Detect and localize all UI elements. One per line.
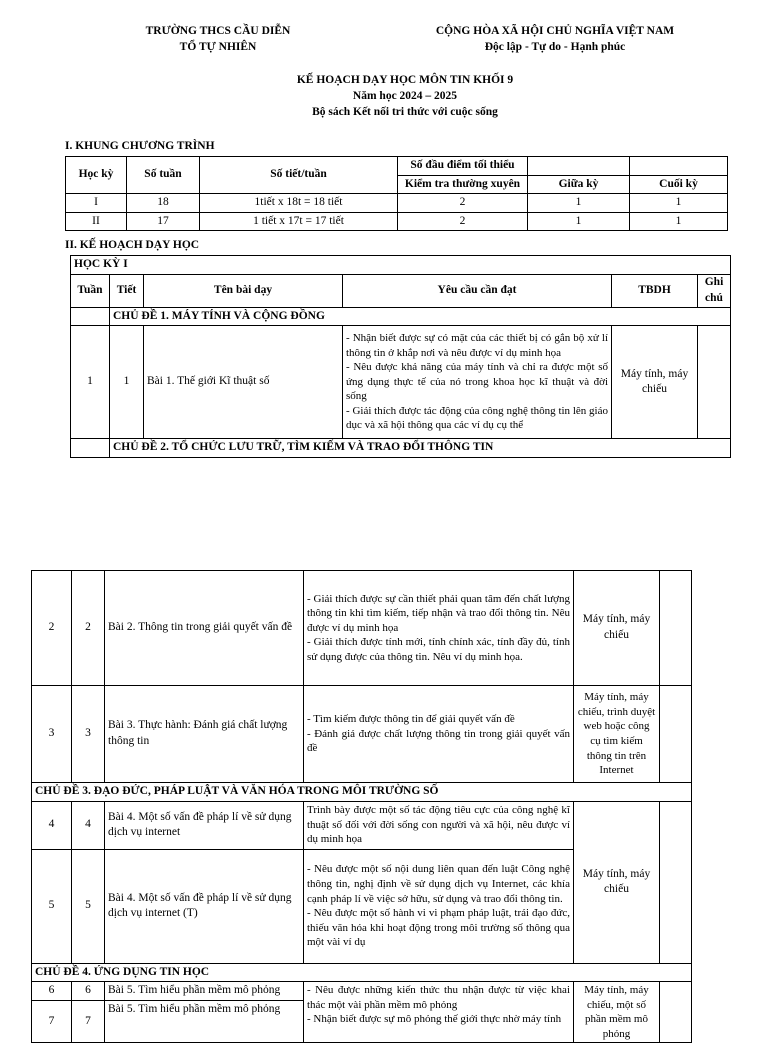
tiet: 6 [72,982,105,1001]
table-row [66,194,728,213]
col-tiet: Tiết [110,274,144,307]
topic-1: CHỦ ĐỀ 1. MÁY TÍNH VÀ CỘNG ĐỒNG [110,307,731,326]
req-line: - Giải thích được tác động của công nghệ thông tin lên giáo dục và xã hội thông qua các ví dụ cụ thể [346,404,608,432]
section-2-heading: II. KẾ HOẠCH DẠY HỌC [65,239,200,251]
col-giuaky: Giữa kỳ [528,175,630,194]
cell: 1 [630,212,728,231]
cell: II [66,212,127,231]
school-name: TRƯỜNG THCS CẦU DIỄN [145,25,291,37]
tuan: 4 [32,801,72,849]
requirements [304,571,574,686]
col-sodau: Số đầu điểm tối thiểu [398,157,528,176]
tiet: 2 [72,571,105,686]
tuan: 7 [32,1001,72,1043]
section-1-heading: I. KHUNG CHƯƠNG TRÌNH [65,140,215,152]
table-row [32,801,692,849]
col-blank-2 [630,157,728,176]
table-row [32,571,692,686]
tuan: 3 [32,686,72,783]
lesson-name: Bài 1. Thế giới Kĩ thuật số [144,326,343,439]
lesson-name: Bài 4. Một số vấn đề pháp lí về sử dụng dịch vụ internet (T) [105,849,304,963]
topic-3: CHỦ ĐỀ 3. ĐẠO ĐỨC, PHÁP LUẬT VÀ VĂN HÓA TRONG MÔI TRƯỜNG SỐ [32,783,692,802]
req-line: - Đánh giá được chất lượng thông tin trong giải quyết vấn đề [307,727,570,755]
requirements [304,686,574,783]
ghi-chu [660,686,692,783]
topic-blank [71,307,110,326]
col-yeu-cau: Yêu cầu cần đạt [343,274,612,307]
cell: 1tiết x 18t = 18 tiết [200,194,398,213]
table-row [66,212,728,231]
col-sotiet: Số tiết/tuần [200,157,398,194]
lesson-name: Bài 5. Tìm hiểu phần mềm mô phỏng [105,1001,304,1043]
semester-label: HỌC KỲ I [71,256,731,275]
doc-title: KẾ HOẠCH DẠY HỌC MÔN TIN KHỐI 9 [296,74,514,86]
country-name: CỘNG HÒA XÃ HỘI CHỦ NGHĨA VIỆT NAM [435,25,675,37]
col-tbdh: TBDH [612,274,698,307]
req-line: Trình bày được một số tác động tiêu cực của công nghệ kĩ thuật số đối với đời sống con người và xã hội, nêu được ví dụ minh họa [307,804,570,846]
table-row [32,982,692,1001]
col-ktx: Kiểm tra thường xuyên [398,175,528,194]
ghi-chu [660,571,692,686]
tiet: 7 [72,1001,105,1043]
tbdh: Máy tính, máy chiếu [574,571,660,686]
requirements [343,326,612,439]
col-hocky: Học kỳ [66,157,127,194]
cell: 1 tiết x 17t = 17 tiết [200,212,398,231]
requirements [304,801,574,849]
req-line: - Nêu được một số nội dung liên quan đến luật Công nghệ thông tin, nghị định về sử dụng dịch vụ Internet, các khía cạnh pháp lí về việc sở hữu, sử dụng và trao đổi thông tin. [307,863,570,905]
table-row [32,686,692,783]
school-year: Năm học 2024 – 2025 [352,90,458,102]
topic-4: CHỦ ĐỀ 4. ỨNG DỤNG TIN HỌC [32,963,692,982]
col-ten-bai: Tên bài dạy [144,274,343,307]
cell: 1 [630,194,728,213]
req-line: - Nhận biết được sự mô phỏng thế giới thực nhờ máy tính [307,1013,562,1026]
tiet: 4 [72,801,105,849]
table-row [71,326,731,439]
col-cuoiky: Cuối kỳ [630,175,728,194]
topic-blank [71,439,110,458]
plan-table-continued [31,570,692,1043]
ghi-chu [698,326,731,439]
lesson-name: Bài 3. Thực hành: Đánh giá chất lượng thông tin [105,686,304,783]
cell: 2 [398,194,528,213]
req-line: - Nêu được một số hành vi vi phạm pháp luật, trái đạo đức, thiếu văn hóa khi hoạt động trong môi trường số thông qua một vài ví dụ [307,907,570,949]
plan-table [70,255,731,458]
col-sotuan: Số tuần [127,157,200,194]
topic-2: CHỦ ĐỀ 2. TỔ CHỨC LƯU TRỮ, TÌM KIẾM VÀ TRAO ĐỔI THÔNG TIN [110,439,731,458]
lesson-name: Bài 4. Một số vấn đề pháp lí về sử dụng dịch vụ internet [105,801,304,849]
req-line: - Nêu được khả năng của máy tính và chỉ ra được một số ứng dụng thực tế của nó trong khoa học kĩ thuật và đời sống [346,361,608,403]
cell: 1 [528,212,630,231]
framework-table [65,156,728,231]
tiet: 5 [72,849,105,963]
cell: 18 [127,194,200,213]
tuan: 1 [71,326,110,439]
req-line: - Nêu được những kiến thức thu nhận được từ việc khai thác một vài phần mềm mô phỏng [307,984,570,1011]
cell: I [66,194,127,213]
col-blank-1 [528,157,630,176]
tiet: 1 [110,326,144,439]
req-line: - Nhận biết được sự có mặt của các thiết bị có gắn bộ xử lí thông tin ở khắp nơi và nêu được ví dụ minh họa [346,332,608,359]
col-ghi-chu: Ghi chú [698,274,731,307]
req-line: - Tìm kiếm được thông tin để giải quyết vấn đề [307,713,515,726]
ghi-chu [660,801,692,963]
cell: 2 [398,212,528,231]
cell: 17 [127,212,200,231]
department-name: TỔ TỰ NHIÊN [179,41,257,53]
col-tuan: Tuần [71,274,110,307]
requirements [304,849,574,963]
motto: Độc lập - Tự do - Hạnh phúc [484,41,626,53]
lesson-name: Bài 5. Tìm hiểu phần mềm mô phỏng [105,982,304,1001]
tbdh: Máy tính, máy chiếu, một số phần mềm mô phỏng [574,982,660,1043]
requirements [304,982,574,1043]
cell: 1 [528,194,630,213]
tuan: 6 [32,982,72,1001]
lesson-name: Bài 2. Thông tin trong giải quyết vấn đề [105,571,304,686]
req-line: - Giải thích được tính mới, tính chính xác, tính đầy đủ, tính sử dụng được của thông tin. Nêu ví dụ minh họa. [307,636,570,663]
book-series: Bộ sách Kết nối tri thức với cuộc sống [312,106,498,118]
tiet: 3 [72,686,105,783]
tuan: 2 [32,571,72,686]
tuan: 5 [32,849,72,963]
ghi-chu [660,982,692,1043]
tbdh: Máy tính, máy chiếu [612,326,698,439]
req-line: - Giải thích được sự cần thiết phải quan tâm đến chất lượng thông tin khi tìm kiếm, tiếp nhận và trao đổi thông tin. Nêu được ví dụ minh họa [307,592,570,634]
tbdh: Máy tính, máy chiếu [574,801,660,963]
tbdh: Máy tính, máy chiếu, trình duyệt web hoặc công cụ tìm kiếm thông tin trên Internet [574,686,660,783]
